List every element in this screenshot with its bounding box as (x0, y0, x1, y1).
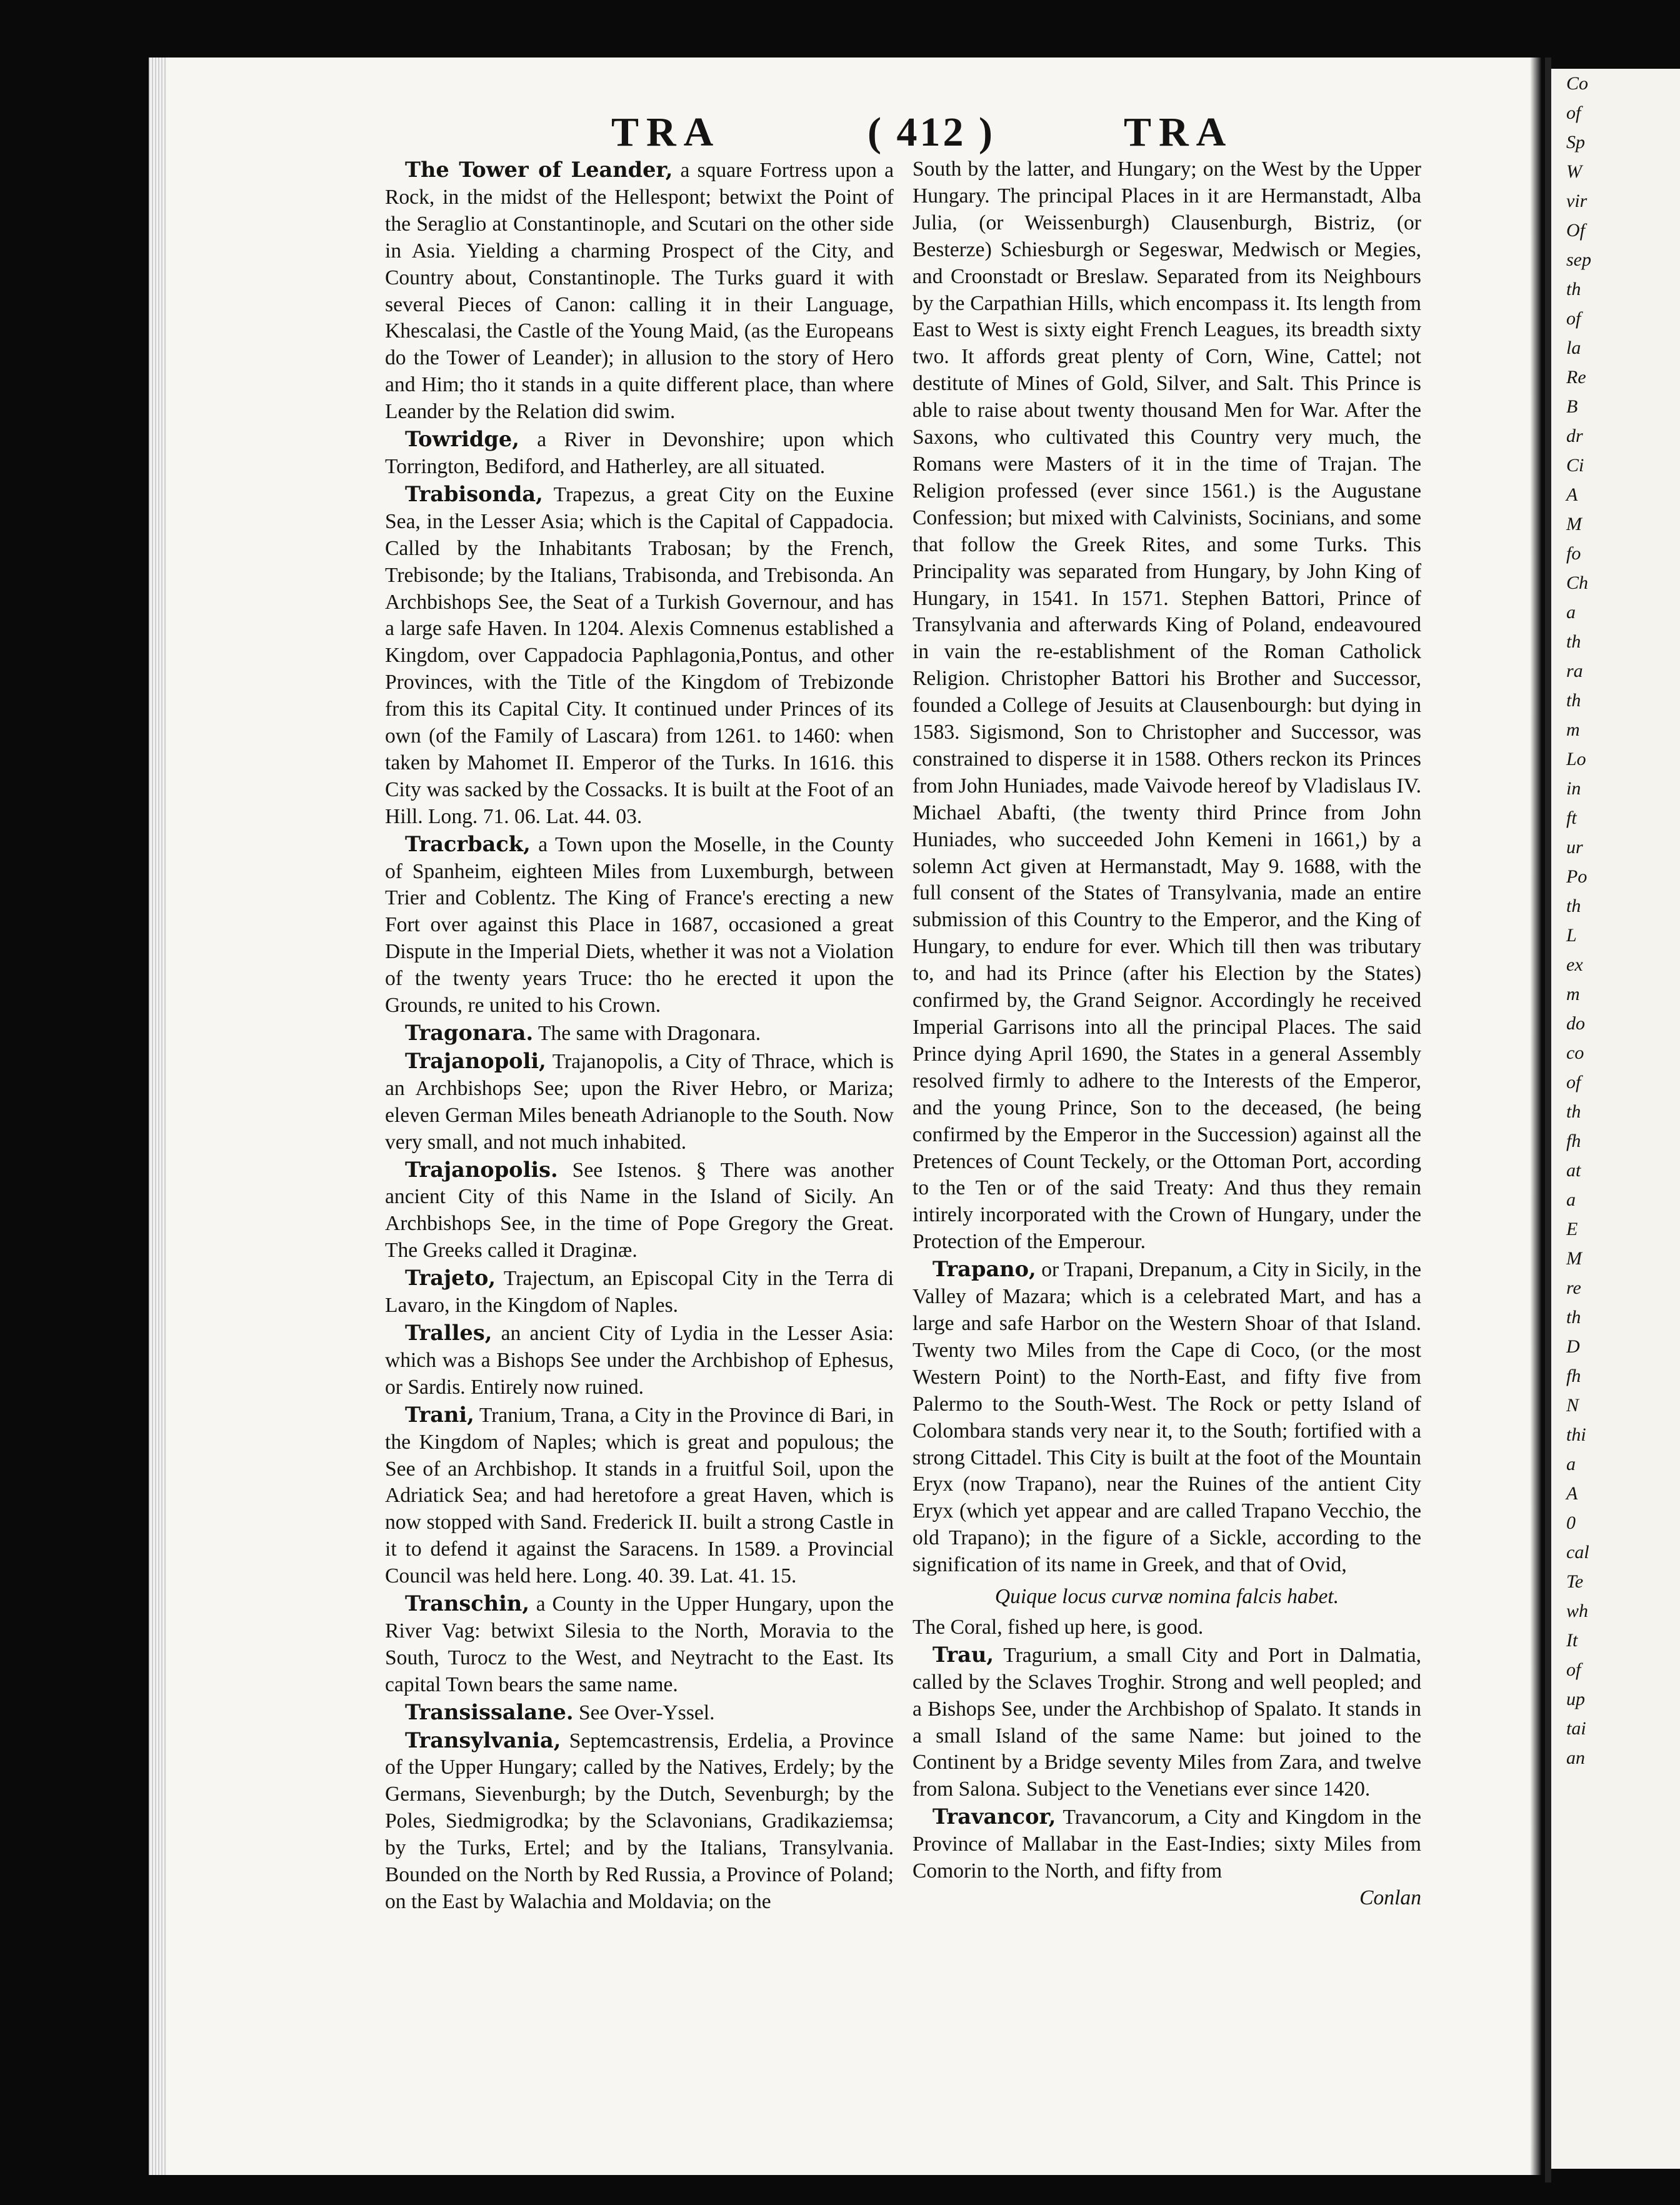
facing-page-text-fragment: N (1566, 1395, 1579, 1416)
entry-transylvania (385, 1727, 894, 1916)
facing-page-text-fragment: wh (1566, 1601, 1589, 1621)
facing-page-text-fragment: Co (1566, 73, 1589, 94)
facing-page-text-fragment: la (1566, 338, 1581, 358)
book-spine-shadow (1545, 58, 1551, 2182)
running-head-left: TRA (611, 109, 721, 155)
entry-tralles (385, 1319, 894, 1401)
entry-text: South by the latter, and Hungary; on the West by the Upper Hungary. The principal Places in it are Hermanstadt, Alba Julia, (or Weissenburgh) Clausenburgh, Bistriz, (or Besterze) Schiesburgh or Segeswar, Medwisch or Megies, and Croonstadt or Breslaw. Separated from its Neighbours by the Carpathian Hills, which encompass it. Its length from East to West is sixty eight French Leagues, its breadth sixty two. It affords great plenty of Corn, Wine, Cattel; not destitute of Mines of Gold, Silver, and Salt. This Prince is able to raise about twenty thousand Men for War. After the Saxons, who cultivated this Country very much, the Romans were Masters of it in the time of Trajan. The Religion professed (ever since 1561.) is the Augustane Confession; but mixed with Calvinists, Socinians, and some that follow the Greek Rites, and some Turks. This Principality was separated from Hungary, by John King of Hungary, in 1541. In 1571. Stephen Battori, Prince of Transylvania and afterwards King of Poland, endeavoured in vain the re-establishment of the Roman Catholick Religion. Christopher Battori his Brother and Successor, founded a College of Jesuits at Clausenbourgh: but dying in 1583. Sigismond, Son to Christopher and Successor, was constrained to disperse it in 1588. Others reckon its Princes from John Huniades, made Vaivode hereof by Vladislaus IV. Michael Abafti, (the twenty third Prince from John Huniades, who succeeded John Kemeni in 1661,) by a solemn Act given at Hermanstadt, May 9. 1688, with the full consent of the States of Transylvania, made an entire submission of this Country to the Emperor, and the King of Hungary, to endure for ever. Which till then was tributary to, and had its Prince (after his Election by the States) confirmed by, the Grand Seignor. Accordingly he received Imperial Garrisons into all the principal Places. The said Prince dying April 1690, the States in a general Assembly resolved firmly to adhere to the Interests of the Emperor, and the young Prince, Son to the deceased, (he being confirmed by the Emperor in the Succession) against all the Pretences of Count Teckely, or the Ottoman Port, according to the Ten or of the said Treaty: And thus they remain intirely incorporated with the Crown of Hungary, under the Protection of the Emperour. (912, 158, 1421, 1254)
headword: Transissalane. (405, 1699, 574, 1724)
headword: Trau, (932, 1641, 994, 1667)
entry-trajanopolis (385, 1156, 894, 1265)
left-column (385, 156, 894, 1916)
headword: Tragonara. (405, 1020, 534, 1045)
entry-trapano (912, 1256, 1421, 1579)
entry-text: Travancorum, a City and Kingdom in the Province of Mallabar in the East-Indies; sixty Miles from Comorin to the North, and fifty from (912, 1806, 1421, 1883)
headword: The Tower of Leander, (405, 157, 673, 182)
facing-page-text-fragment: D (1566, 1336, 1580, 1357)
facing-page-text-fragment: a (1566, 1454, 1576, 1474)
entry-text: Quique locus curvæ nomina falcis habet. (994, 1585, 1339, 1609)
entry-text: Tragurium, a small City and Port in Dalmatia, called by the Sclaves Troghir. Strong and well peopled; and a Bishops See, under the Archbishop of Spalato. It stands in a small Island of the same Name: but joined to the Continent by a Bridge seventy Miles from Zara, and twelve from Salona. Subject to the Venetians ever since 1420. (912, 1643, 1421, 1801)
headword: Trani, (405, 1401, 474, 1427)
facing-page-text-fragment: Sp (1566, 132, 1585, 152)
right-column (912, 156, 1421, 1912)
entry-text: The same with Dragonara. (533, 1022, 761, 1045)
entry-text: a square Fortress upon a Rock, in the midst of the Hellespont; betwixt the Point of the Seraglio at Constantinople, and Scutari on the other side in Asia. Yielding a charming Prospect of the City, and Country about, Constantinople. The Turks guard it with several Pieces of Canon: calling it in their Language, Khescalasi, the Castle of the Young Maid, (as the Europeans do the Tower of Leander); in allusion to the story of Hero and Him; tho it stands in a quite different place, than where Leander by the Relation did swim. (385, 159, 894, 424)
facing-page-text-fragment: of (1566, 1659, 1581, 1680)
facing-page-text-fragment: tai (1566, 1718, 1586, 1739)
facing-page-text-fragment: A (1566, 1483, 1578, 1504)
facing-page-text-fragment: m (1566, 984, 1580, 1004)
facing-page-text-fragment: up (1566, 1689, 1585, 1709)
facing-page-text-fragment: at (1566, 1160, 1581, 1181)
facing-page-text-fragment: th (1566, 690, 1581, 711)
facing-page-text-fragment: ft (1566, 808, 1577, 828)
facing-page-text-fragment: in (1566, 778, 1581, 799)
headword: Trabisonda, (405, 481, 543, 506)
entry-text: a County in the Upper Hungary, upon the River Vag: betwixt Silesia to the North, Moravia to the South, Turocz to the West, and Neytracht to the East. Its capital Town bears the same name. (385, 1592, 894, 1696)
facing-page-text-fragment: an (1566, 1748, 1585, 1768)
facing-page-text-fragment: M (1566, 1248, 1582, 1269)
facing-page-text-fragment: E (1566, 1219, 1578, 1239)
facing-page-text-fragment: Ch (1566, 572, 1589, 593)
entry-text: The Coral, fished up here, is good. (912, 1615, 1204, 1639)
entry-text: Septemcastrensis, Erdelia, a Province of the Upper Hungary; called by the Natives, Erdely; by the Germans, Sievenburgh; by the Dutch, Sevenburgh; by the Poles, Siedmigrodka; by the Sclavonians, Gradikaziemsa; by the Turks, Ertel; and by the Italians, Transylvania. Bounded on the North by Red Russia, a Province of Poland; on the East by Walachia and Moldavia; on the (385, 1729, 894, 1913)
facing-page-text-fragment: th (1566, 631, 1581, 652)
facing-page-text-fragment: a (1566, 1189, 1576, 1210)
book-page (149, 58, 1541, 2175)
headword: Trajanopoli, (405, 1048, 546, 1073)
entry-text: Tranium, Trana, a City in the Province di Bari, in the Kingdom of Naples; which is great and populous; the See of an Archbishop. It stands in a fruitful Soil, upon the Adriatick Sea; and had heretofore a great Haven, which is now stopped with Sand. Frederick II. built a strong Castle in it to defend it against the Saracens. In 1589. a Provincial Council was held here. Long. 40. 39. Lat. 41. 15. (385, 1403, 894, 1588)
headword: Trajeto, (405, 1265, 496, 1291)
headword: Tracrback, (405, 831, 531, 856)
page-edges (149, 58, 166, 2175)
facing-page-text-fragment: re (1566, 1278, 1581, 1298)
facing-page-text-fragment: dr (1566, 426, 1583, 446)
facing-page-text-fragment: ur (1566, 837, 1583, 858)
entry-text: Trajectum, an Episcopal City in the Terra di Lavaro, in the Kingdom of Naples. (385, 1267, 894, 1318)
entry-tracrback (385, 831, 894, 1019)
entry-text: See Over-Yssel. (573, 1701, 715, 1724)
facing-page-text-fragment: B (1566, 396, 1578, 417)
entry-tower-of-leander (385, 156, 894, 426)
facing-page-text-fragment: Re (1566, 367, 1586, 388)
facing-page-text-fragment: th (1566, 1307, 1581, 1328)
page-gutter (1530, 58, 1541, 2175)
facing-page-text-fragment: Lo (1566, 749, 1586, 769)
entry-transchin (385, 1590, 894, 1699)
facing-page-text-fragment: of (1566, 1072, 1581, 1092)
facing-page-text-fragment: do (1566, 1013, 1585, 1034)
entry-trajeto (385, 1264, 894, 1319)
facing-page-text-fragment: m (1566, 719, 1580, 740)
headword: Transylvania, (405, 1727, 561, 1752)
headword: Transchin, (405, 1591, 530, 1616)
headword: Travancor, (932, 1804, 1056, 1829)
facing-page-text-fragment: vir (1566, 191, 1588, 211)
facing-page-text-fragment: ex (1566, 954, 1583, 975)
facing-page-text-fragment: W (1566, 161, 1582, 182)
facing-page-text-fragment: fh (1566, 1131, 1581, 1151)
entry-trani (385, 1401, 894, 1590)
entry-travancor (912, 1803, 1421, 1885)
facing-page-text-fragment: It (1566, 1630, 1578, 1651)
entry-text: a Town upon the Moselle, in the County of Spanheim, eighteen Miles from Luxemburgh, between Trier and Coblentz. The King of France's erecting a new Fort over against this Place in 1687, occasioned a great Dispute in the Imperial Diets, whether it was not a Violation of the twenty years Truce: tho he erected it upon the Grounds, re united to his Crown. (385, 832, 894, 1018)
entry-tragonara (385, 1019, 894, 1048)
entry-text: an ancient City of Lydia in the Lesser Asia: which was a Bishops See under the Archbishop of Ephesus, or Sardis. Entirely now ruined. (385, 1321, 894, 1399)
facing-page-text-fragment: Po (1566, 866, 1588, 887)
headword: Trajanopolis. (405, 1156, 558, 1182)
facing-page-text-fragment: L (1566, 925, 1577, 946)
headword: Towridge, (405, 426, 519, 452)
entry-trau (912, 1641, 1421, 1803)
facing-page-text-fragment: sep (1566, 249, 1591, 270)
entry-transylvania-cont (912, 156, 1421, 1256)
running-head-right: TRA (1124, 109, 1234, 155)
entry-text: Trajanopolis, a City of Thrace, which is an Archbishops See; upon the River Hebro, or Mariza; eleven German Miles beneath Adrianople to the South. Now very small, and not much inhabited. (385, 1049, 894, 1154)
headword: Tralles, (405, 1319, 492, 1345)
entry-text: See Istenos. § There was another ancient City of this Name in the Island of Sicily. An Archbishops See, in the time of Pope Gregory the Great. The Greeks called it Draginæ. (385, 1158, 894, 1262)
facing-page-text-fragment: th (1566, 279, 1581, 299)
facing-page-text-fragment: co (1566, 1042, 1584, 1063)
facing-page-text-fragment: M (1566, 514, 1582, 534)
facing-page-text-fragment: of (1566, 308, 1581, 329)
facing-page-fragment (1551, 69, 1680, 2169)
entry-text: or Trapani, Drepanum, a City in Sicily, in the Valley of Mazara; which is a celebrated Mart, and has a large and safe Harbor on the Western Shoar of that Island. Twenty two Miles from the Cape di Coco, (or the most Western Point) to the North-East, and fifty five from Palermo to the South-West. The Rock or petty Island of Colombara stands very near it, to the South; fortified with a strong Cittadel. This City is built at the foot of the Mountain Eryx (now Trapano), near the Ruines of the antient City Eryx (which yet appear and are called Trapano Vecchio, the old Trapano); in the figure of a Sickle, according to the signification of its name in Greek, and that of Ovid, (912, 1258, 1421, 1577)
facing-page-text-fragment: Of (1566, 220, 1585, 241)
facing-page-text-fragment: th (1566, 1101, 1581, 1122)
entry-transissalane (385, 1699, 894, 1727)
facing-page-text-fragment: A (1566, 484, 1578, 505)
entry-text: Trapezus, a great City on the Euxine Sea, in the Lesser Asia; which is the Capital of Cappadocia. Called by the Inhabitants Trabosan; by the French, Trebisonde; by the Italians, Trabisonda, and Trebisonda. An Archbishops See, the Seat of a Turkish Governour, and has a large safe Haven. In 1204. Alexis Comnenus established a Kingdom, over Cappadocia Paphlagonia,Pontus, and other Provinces, with the Title of the Kingdom of Trebizonde from this its Capital City. It continued under Princes of its own (of the Family of Lascara) from 1261. to 1460: when taken by Mahomet II. Emperor of the Turks. In 1616. this City was sacked by the Cossacks. It is built at the Foot of an Hill. Long. 71. 06. Lat. 44. 03. (385, 482, 894, 828)
entry-towridge (385, 426, 894, 481)
entry-trajanopoli (385, 1048, 894, 1156)
entry-text: a River in Devonshire; upon which Torrington, Bediford, and Hatherley, are all situated. (385, 428, 894, 478)
entry-trabisonda (385, 481, 894, 831)
facing-page-text-fragment: a (1566, 602, 1576, 622)
facing-page-text-fragment: cal (1566, 1542, 1589, 1562)
page-number: ( 412 ) (868, 109, 995, 155)
facing-page-text-fragment: thi (1566, 1424, 1586, 1445)
facing-page-text-fragment: 0 (1566, 1512, 1576, 1533)
facing-page-text-fragment: Te (1566, 1571, 1584, 1592)
catchword: Conlan (1359, 1886, 1421, 1909)
entry-coral (912, 1614, 1421, 1641)
headword: Trapano, (932, 1256, 1036, 1282)
facing-page-text-fragment: ra (1566, 661, 1583, 681)
entry-ovid-quote (912, 1584, 1421, 1611)
facing-page-text-fragment: fh (1566, 1366, 1581, 1386)
facing-page-text-fragment: of (1566, 102, 1581, 123)
facing-page-text-fragment: fo (1566, 543, 1581, 564)
facing-page-text-fragment: Ci (1566, 455, 1584, 476)
facing-page-text-fragment: th (1566, 896, 1581, 916)
